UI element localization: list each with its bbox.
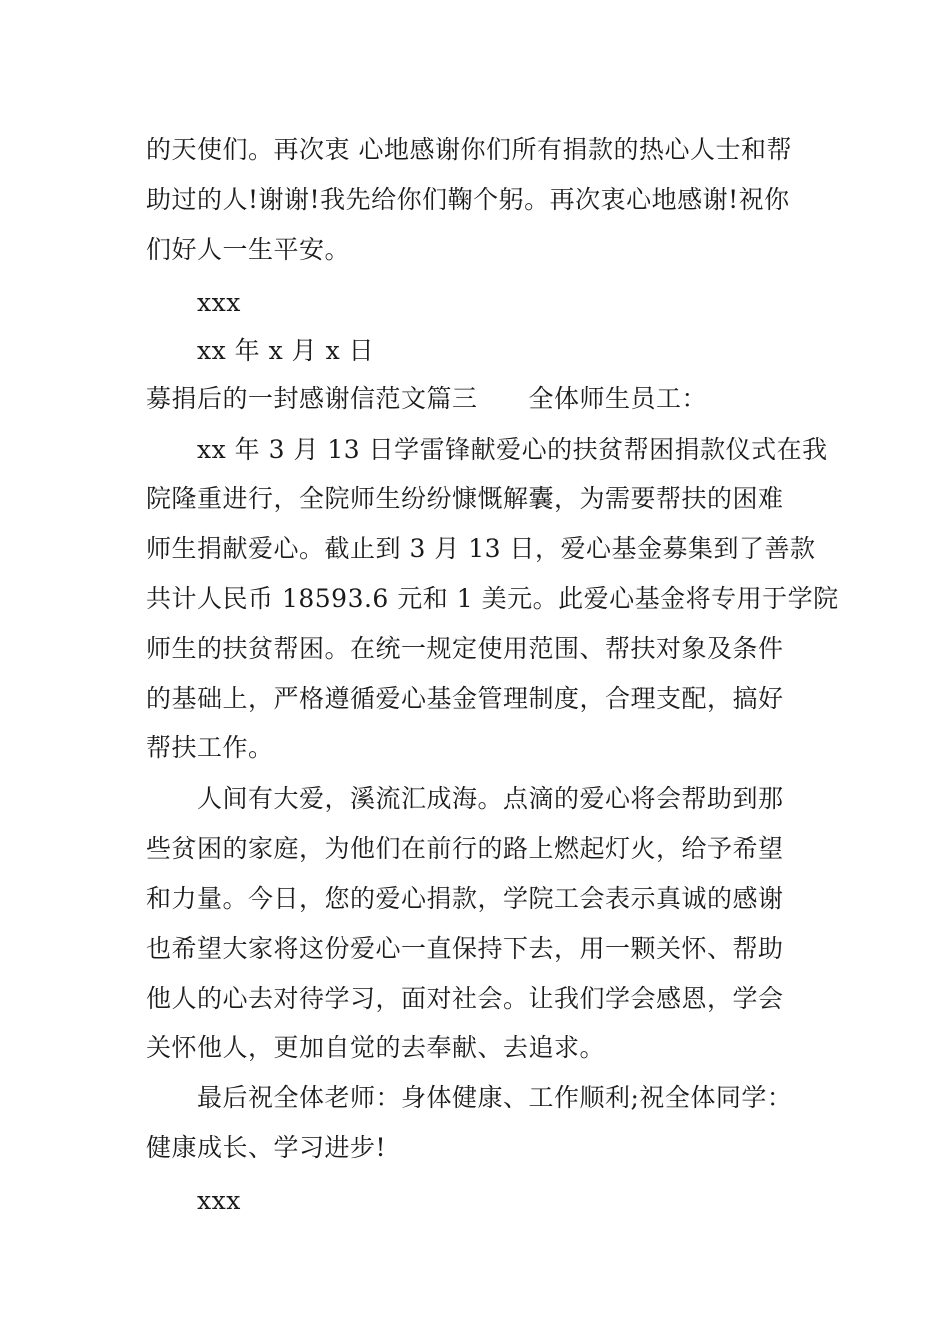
paragraph-line: 他人的心去对待学习，面对社会。让我们学会感恩，学会 (146, 984, 784, 1013)
paragraph-line: 最后祝全体老师：身体健康、工作顺利;祝全体同学： (197, 1083, 793, 1112)
paragraph-line: 院隆重进行，全院师生纷纷慷慨解囊，为需要帮扶的困难 (146, 484, 784, 513)
paragraph-line: 关怀他人，更加自觉的去奉献、去追求。 (146, 1033, 606, 1062)
signature-line: xxx (197, 1186, 241, 1215)
paragraph-line: 帮扶工作。 (146, 733, 274, 762)
paragraph-line: 和力量。今日，您的爱心捐款，学院工会表示真诚的感谢 (146, 884, 784, 913)
paragraph-line: 人间有大爱，溪流汇成海。点滴的爱心将会帮助到那 (197, 784, 784, 813)
paragraph-line: 些贫困的家庭，为他们在前行的路上燃起灯火，给予希望 (146, 834, 784, 863)
paragraph-line: 师生的扶贫帮困。在统一规定使用范围、帮扶对象及条件 (146, 634, 784, 663)
section-heading: 募捐后的一封感谢信范文篇三 全体师生员工： (146, 384, 708, 413)
paragraph-line: xx 年 3 月 13 日学雷锋献爱心的扶贫帮困捐款仪式在我 (197, 435, 828, 464)
paragraph-line: 也希望大家将这份爱心一直保持下去，用一颗关怀、帮助 (146, 934, 784, 963)
paragraph-line: 共计人民币 18593.6 元和 1 美元。此爱心基金将专用于学院 (146, 584, 839, 613)
paragraph-line: 的天使们。再次衷 心地感谢你们所有捐款的热心人士和帮 (146, 135, 792, 164)
paragraph-line: 健康成长、学习进步! (146, 1133, 387, 1162)
paragraph-line: 助过的人!谢谢!我先给你们鞠个躬。再次衷心地感谢!祝你 (146, 185, 790, 214)
paragraph-line: 们好人一生平安。 (146, 235, 351, 264)
paragraph-line: 师生捐献爱心。截止到 3 月 13 日，爱心基金募集到了善款 (146, 534, 816, 563)
date-line: xx 年 x 月 x 日 (197, 336, 375, 365)
signature-line: xxx (197, 288, 241, 317)
paragraph-line: 的基础上，严格遵循爱心基金管理制度，合理支配，搞好 (146, 684, 784, 713)
